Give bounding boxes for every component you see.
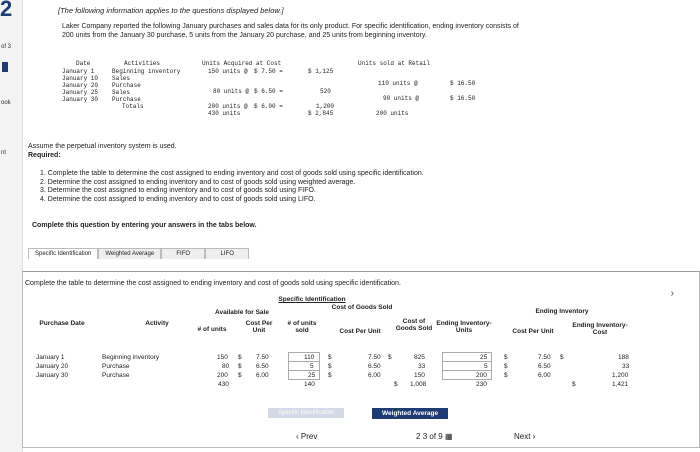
chevron-left-icon: ‹ xyxy=(296,432,301,441)
row-ending-units: 200 xyxy=(476,372,487,379)
tab-lifo[interactable]: LIFO xyxy=(205,248,249,259)
group-header-ending: Ending Inventory xyxy=(535,308,589,315)
row-units: 150 xyxy=(217,354,228,361)
requirement-item: 1. Complete the table to determine the cost assigned to ending inventory and cost of goods sold using specific identification. xyxy=(40,170,424,177)
row-cogs-cpu: 6.50 xyxy=(368,363,381,370)
row-cost: $ 6.00 = xyxy=(254,103,283,110)
complete-instruction: Complete this question by entering your answers in the tabs below. xyxy=(32,222,257,229)
row-cost: 6.00 xyxy=(256,372,269,379)
col-header: Date xyxy=(76,60,91,67)
row-dollar: $ xyxy=(560,354,564,361)
row-total: 520 xyxy=(320,88,331,95)
problem-paragraph: Laker Company reported the following January purchases and sales data for its only product. For specific identification, ending inventory consists of 200 units from the January 30 purchase, 5 units from the January 20 purchase, and 25 units from beginning inventory. xyxy=(62,23,519,39)
prev-tab-button[interactable]: Specific Identification xyxy=(268,408,344,418)
required-label: Required: xyxy=(28,152,61,159)
next-button[interactable] xyxy=(514,432,535,441)
answer-tabs xyxy=(28,248,249,259)
total-cogs: 1,008 xyxy=(410,381,427,388)
prev-button[interactable] xyxy=(296,432,317,441)
row-activity: Sales xyxy=(112,75,131,82)
tab-weighted-average[interactable]: Weighted Average xyxy=(98,248,161,259)
row-units: 80 xyxy=(222,363,230,370)
assumption-text xyxy=(28,142,177,160)
row-units: 150 units @ xyxy=(208,68,248,75)
row-dollar: $ xyxy=(328,372,332,379)
row-cogs: 825 xyxy=(414,354,425,361)
row-dollar: $ xyxy=(238,354,242,361)
row-total: $ 2,845 xyxy=(308,110,334,117)
page-of: of 9 xyxy=(429,432,443,441)
row-dollar: $ xyxy=(328,354,332,361)
row-sold-units: 110 units @ xyxy=(378,80,418,87)
row-retail: $ 16.50 xyxy=(450,95,476,102)
row-activity: Totals xyxy=(122,103,144,110)
requirement-item: 3. Determine the cost assigned to ending inventory and to cost of goods sold using FIFO. xyxy=(40,187,316,194)
requirements-list xyxy=(40,170,424,204)
col-ending-cost: Ending Inventory- Cost xyxy=(572,322,628,336)
row-ending-cpu: 6.00 xyxy=(538,372,551,379)
row-sold-units: 200 units xyxy=(376,110,409,117)
row-units: 430 units xyxy=(208,110,241,117)
group-header-available: Available for Sale xyxy=(215,309,269,316)
next-tab-button[interactable]: Weighted Average xyxy=(372,408,448,419)
row-date: January 1 xyxy=(36,354,65,361)
page-indicator xyxy=(416,432,453,441)
row-dollar: $ xyxy=(504,372,508,379)
row-units: 80 units @ xyxy=(213,88,250,95)
total-cogs-dollar: $ xyxy=(394,381,398,388)
row-ending-units: 25 xyxy=(480,354,488,361)
col-units-sold: # of units sold xyxy=(287,320,317,334)
col-units: # of units xyxy=(197,326,227,333)
assume-line: Assume the perpetual inventory system is used. xyxy=(28,143,177,150)
col-ending-units: Ending Inventory- Units xyxy=(436,320,492,334)
question-number: 2 xyxy=(0,0,13,21)
row-activity: Beginning inventory xyxy=(112,68,181,75)
row-ending-units: 5 xyxy=(484,363,488,370)
row-activity: Purchase xyxy=(102,363,130,370)
row-total: $ 1,125 xyxy=(308,68,334,75)
row-date: January 10 xyxy=(62,75,99,82)
row-cogs-cpu: 6.00 xyxy=(368,372,381,379)
row-dollar: $ xyxy=(238,363,242,370)
row-cogs: 33 xyxy=(418,363,426,370)
row-date: January 20 xyxy=(36,363,69,370)
page-current-alt: 3 xyxy=(422,432,428,441)
row-retail: $ 16.50 xyxy=(450,80,476,87)
row-sold: 5 xyxy=(310,363,314,370)
row-cost: 7.50 xyxy=(256,354,269,361)
row-cost: 6.50 xyxy=(256,363,269,370)
row-date: January 30 xyxy=(62,96,99,103)
bookmark-marker[interactable] xyxy=(2,62,8,72)
col-ending-cost-per-unit: Cost Per Unit xyxy=(512,328,554,335)
row-activity: Purchase xyxy=(112,82,141,89)
row-units: 200 xyxy=(217,372,228,379)
row-dollar: $ xyxy=(504,363,508,370)
total-ending-dollar: $ xyxy=(572,381,576,388)
row-activity: Purchase xyxy=(102,372,130,379)
requirement-item: 4. Determine the cost assigned to ending inventory and to cost of goods sold using LIFO. xyxy=(40,195,316,203)
row-activity: Purchase xyxy=(112,96,141,103)
total-ending-cost: 1,421 xyxy=(612,381,629,388)
row-sold-units: 90 units @ xyxy=(383,95,420,102)
row-date: January 25 xyxy=(62,89,99,96)
group-header-cogs: Cost of Goods Sold xyxy=(331,304,393,311)
row-dollar: $ xyxy=(504,354,508,361)
row-ending-cost: 188 xyxy=(618,354,629,361)
sidebar-label: ook xyxy=(1,100,11,106)
left-sidebar xyxy=(0,0,23,452)
tab-specific-identification[interactable]: Specific Identification xyxy=(28,248,98,259)
row-dollar: $ xyxy=(238,372,242,379)
chevron-right-icon: › xyxy=(530,432,536,441)
tab-fifo[interactable]: FIFO xyxy=(161,248,205,259)
total-ending-units: 230 xyxy=(476,381,487,388)
row-date: January 30 xyxy=(36,372,69,379)
col-header: Units Acquired at Cost xyxy=(202,60,282,67)
row-activity: Beginning inventory xyxy=(102,354,160,361)
sidebar-label: nt xyxy=(1,150,7,156)
row-date: January 20 xyxy=(62,82,99,89)
row-ending-cost: 1,200 xyxy=(612,372,629,379)
row-sold: 110 xyxy=(304,354,315,361)
sidebar-label: of 3 xyxy=(1,44,12,50)
requirement-item: 2. Determine the cost assigned to ending inventory and to cost of goods sold using weighted average. xyxy=(40,178,356,186)
page-current: 2 xyxy=(416,432,421,441)
next-label: Next xyxy=(514,432,531,441)
row-ending-cpu: 6.50 xyxy=(538,363,551,370)
row-cost: $ 6.50 = xyxy=(254,88,283,95)
prev-label: Prev xyxy=(300,432,318,441)
row-date: January 1 xyxy=(62,68,95,75)
row-activity: Sales xyxy=(112,89,131,96)
row-dollar: $ xyxy=(388,354,392,361)
col-purchase-date: Purchase Date xyxy=(39,320,85,327)
grid-icon[interactable]: ▦ xyxy=(444,432,453,441)
col-header: Units sold at Retail xyxy=(358,60,431,67)
resize-arrow-icon: › xyxy=(670,288,674,299)
total-sold: 140 xyxy=(304,381,315,388)
row-dollar: $ xyxy=(328,363,332,370)
row-cogs: 150 xyxy=(414,372,425,379)
total-units: 430 xyxy=(218,381,229,388)
row-total: 1,200 xyxy=(316,103,335,110)
panel-title: Complete the table to determine the cost assigned to ending inventory and cost of goods sold using specific identification. xyxy=(25,280,401,287)
table-caption: Specific Identification xyxy=(278,296,346,303)
col-cogs: Cost of Goods Sold xyxy=(395,318,433,332)
row-ending-cost: 33 xyxy=(622,363,630,370)
intro-text: [The following information applies to the questions displayed below.] xyxy=(58,6,284,15)
col-header: Activities xyxy=(124,60,161,67)
row-units: 200 units @ xyxy=(208,103,248,110)
col-cost-per-unit: Cost Per Unit xyxy=(245,320,273,334)
row-ending-cpu: 7.50 xyxy=(538,354,551,361)
col-activity: Activity xyxy=(145,320,169,327)
col-cogs-cost-per-unit: Cost Per Unit xyxy=(339,328,381,335)
row-sold: 25 xyxy=(308,372,316,379)
row-cogs-cpu: 7.50 xyxy=(368,354,381,361)
row-cost: $ 7.50 = xyxy=(254,68,283,75)
